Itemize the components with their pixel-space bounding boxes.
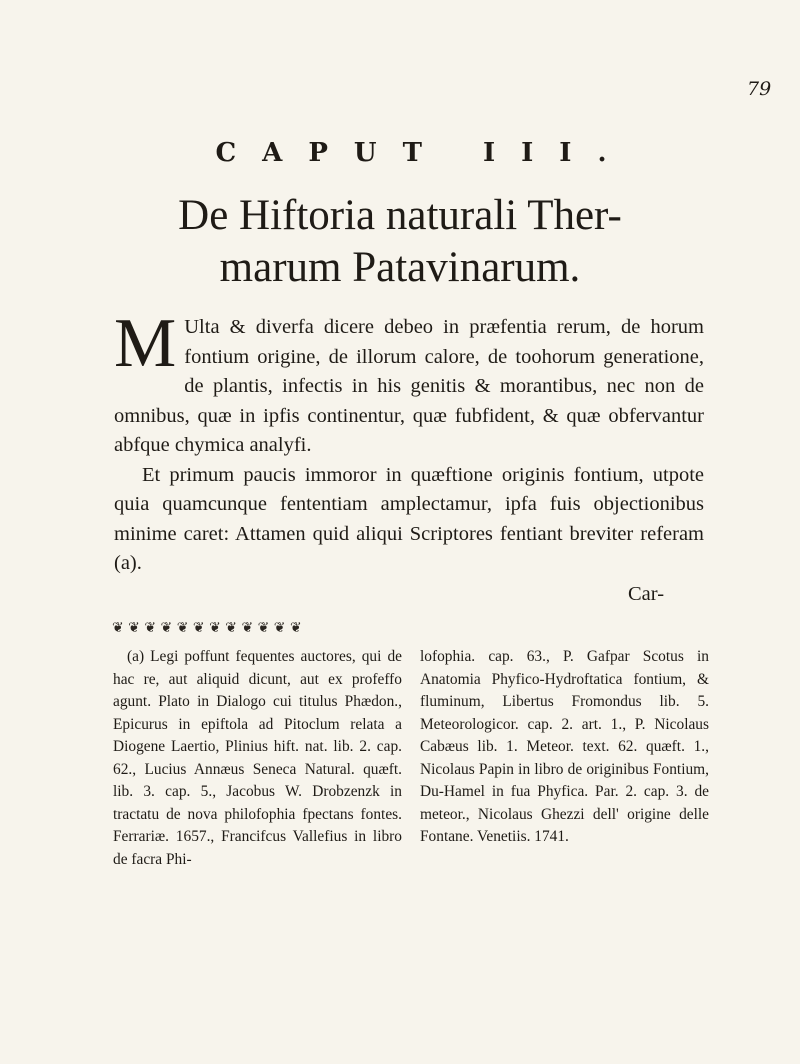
paragraph-1	[114, 305, 704, 461]
footnote-left-text: (a) Legi poffunt fequentes auctores, qui de hac re, aut aliquid dicunt, aut ex profeffo agunt. Plato in Dialogo cui titulus Phædon., Epicurus in epiftola ad Pitoclum relata a Diogene Laertio, Plinius hift. nat. lib. 2. cap. 62., Lucius Annæus Seneca Natural. quæft. lib. 3. cap. 5., Jacobus W. Drobzenzk in tractatu de nova philofophia fpectans fontes. Ferrariæ. 1657., Francifcus Vallefius in libro de facra Phi-	[113, 648, 402, 868]
footnotes	[113, 646, 709, 871]
chapter-title	[0, 190, 800, 294]
catchword: Car-	[628, 583, 665, 605]
paragraph-1-text: Ulta & diverfa dicere debeo in præfentia rerum, de horum fontium origine, de illorum calore, de toohorum generatione, de plantis, infectis in his genitis & morantibus, nec non de omnibus, quæ in ipfis continentur, quæ fubfident, & quæ obfervantur abfque chymica analyfi.	[114, 316, 704, 456]
ornament-divider: ❦ ❦ ❦ ❦ ❦ ❦ ❦ ❦ ❦ ❦ ❦ ❦	[112, 620, 302, 636]
main-text	[114, 305, 704, 579]
chapter-title-line-1: De Hiftoria naturali Ther-	[178, 192, 622, 239]
footnote-column-right	[420, 646, 709, 871]
footnote-right-text: lofophia. cap. 63., P. Gafpar Scotus in Anatomia Phyfico-Hydroftatica fontium, & fluminum, Libertus Fromondus lib. 5. Meteorologicor. cap. 2. art. 1., P. Nicolaus Cabæus lib. 1. Meteor. text. 62. quæft. 1., Nicolaus Papin in libro de originibus Fontium, Du-Hamel in fua Phyfica. Par. 2. cap. 3. de meteor., Nicolaus Ghezzi dell' origine delle Fontane. Venetiis. 1741.	[420, 648, 709, 845]
chapter-heading: CAPUT III.	[215, 138, 633, 168]
chapter-title-line-2: marum Patavinarum.	[219, 244, 581, 291]
footnote-column-left	[113, 646, 402, 871]
drop-cap: M	[114, 305, 177, 382]
page-number: 79	[747, 78, 772, 100]
paragraph-2: Et primum paucis immoror in quæftione originis fontium, utpote quia quamcunque fententiam amplectamur, ipfa fuis objectionibus minime caret: Attamen quid aliqui Scriptores fentiant breviter referam (a).	[114, 463, 704, 574]
